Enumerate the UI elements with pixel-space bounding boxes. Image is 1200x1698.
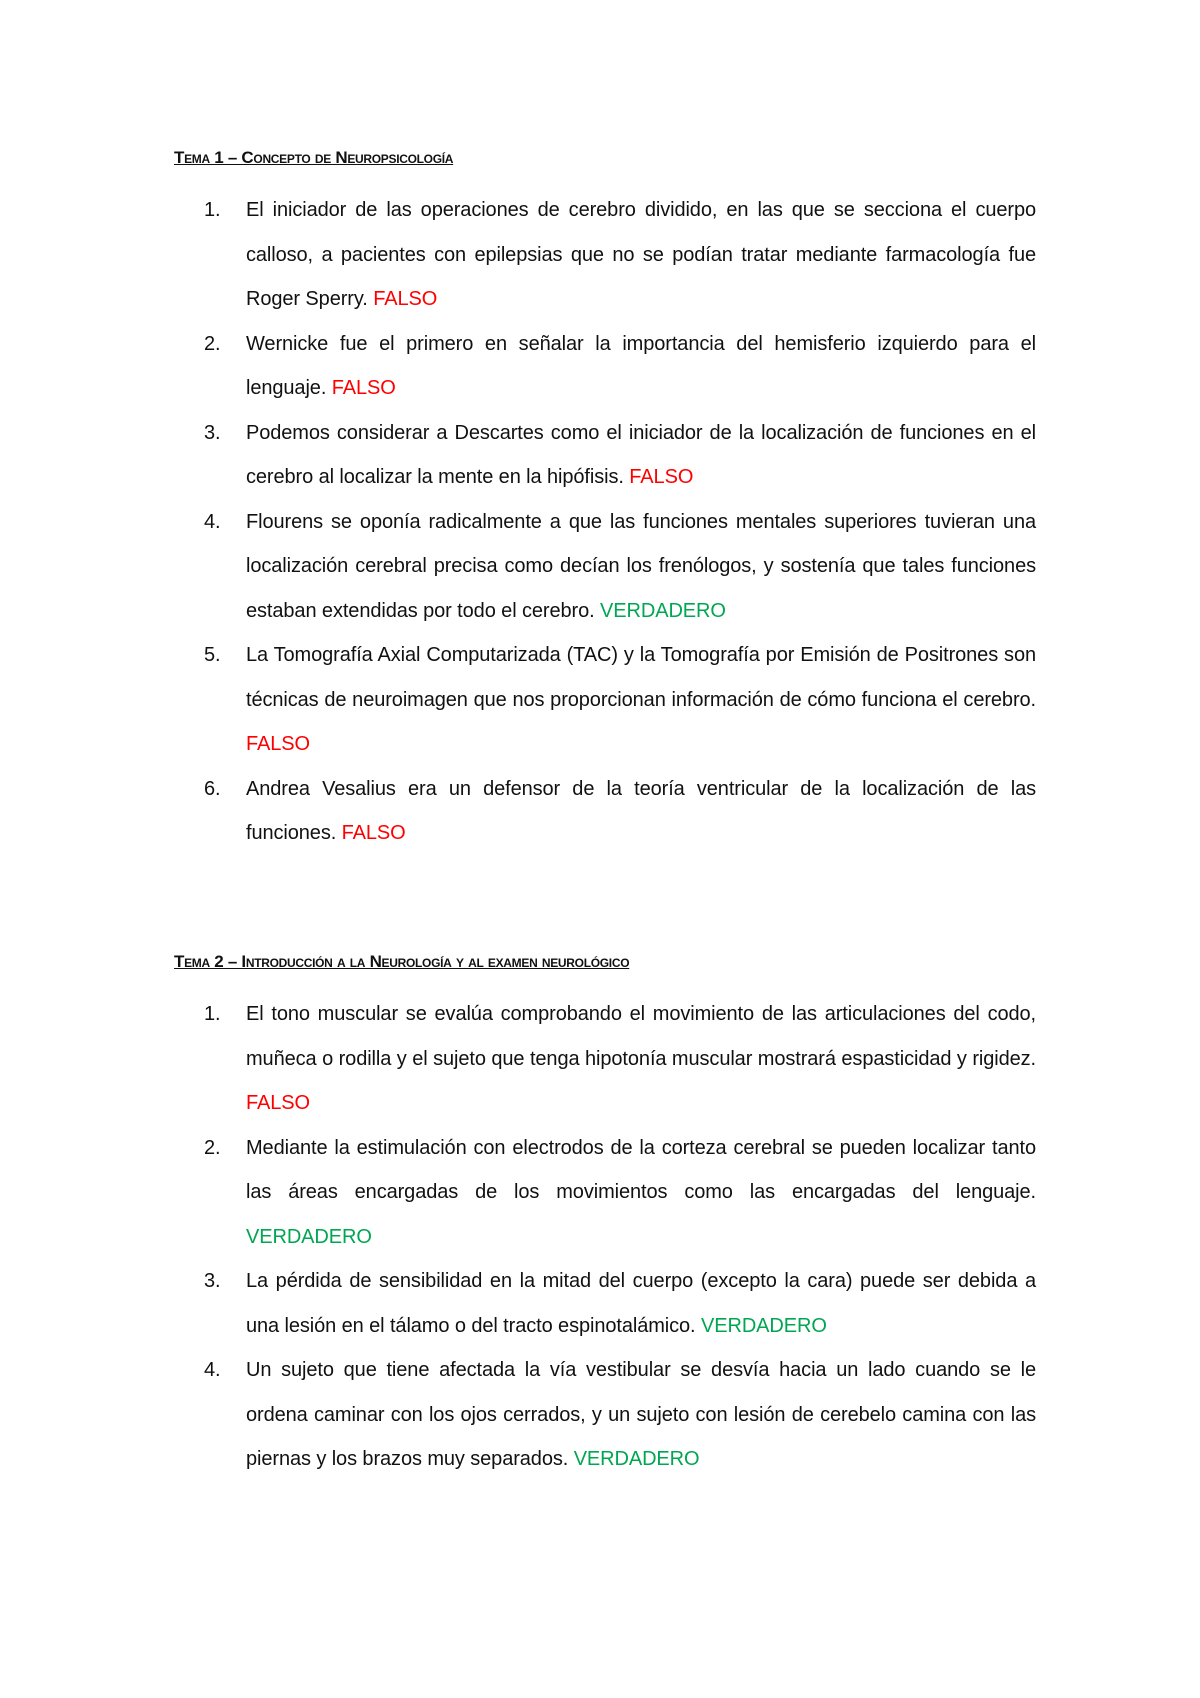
- item-number: 5.: [204, 644, 221, 666]
- item-text: La pérdida de sensibilidad en la mitad del cuerpo (excepto la cara) puede ser debida a una lesión en el tálamo o del tracto espinotalámico.: [246, 1270, 1036, 1337]
- list-item: [174, 1348, 1036, 1482]
- section-heading: Tema 2 – Introducción a la Neurología y al examen neurológico: [174, 952, 630, 971]
- list-item: [174, 992, 1036, 1126]
- answer-true: VERDADERO: [701, 1314, 827, 1337]
- list-item: [174, 633, 1036, 767]
- section-tema-1: [174, 146, 1036, 856]
- item-number: 2.: [204, 1136, 221, 1159]
- answer-false: FALSO: [246, 1092, 310, 1114]
- question-list: [174, 992, 1036, 1482]
- item-number: 1.: [204, 1003, 221, 1025]
- answer-false: FALSO: [629, 466, 694, 488]
- item-number: 4.: [204, 510, 221, 533]
- question-list: [174, 188, 1036, 856]
- item-number: 6.: [204, 777, 221, 800]
- item-text: El tono muscular se evalúa comprobando el movimiento de las articulaciones del codo, muñeca o rodilla y el sujeto que tenga hipotonía muscular mostrará espasticidad y rigidez.: [246, 1003, 1036, 1070]
- item-number: 4.: [204, 1359, 221, 1381]
- item-text: Podemos considerar a Descartes como el iniciador de la localización de funciones en el cerebro al localizar la mente en la hipófisis.: [246, 421, 1036, 488]
- list-item: [174, 767, 1036, 856]
- item-text: Un sujeto que tiene afectada la vía vestibular se desvía hacia un lado cuando se le ordena caminar con los ojos cerrados, y un sujeto con lesión de cerebelo camina con las piernas y los brazos muy separados.: [246, 1359, 1036, 1470]
- item-text: La Tomografía Axial Computarizada (TAC) y la Tomografía por Emisión de Positrones son técnicas de neuroimagen que nos proporcionan información de cómo funciona el cerebro.: [246, 644, 1036, 711]
- list-item: [174, 188, 1036, 322]
- item-number: 1.: [204, 199, 221, 221]
- section-heading: Tema 1 – Concepto de Neuropsicología: [174, 148, 454, 167]
- answer-true: VERDADERO: [600, 599, 726, 622]
- list-item: [174, 1259, 1036, 1348]
- item-number: 3.: [204, 1270, 221, 1292]
- item-text: El iniciador de las operaciones de cerebro dividido, en las que se secciona el cuerpo calloso, a pacientes con epilepsias que no se podían tratar mediante farmacología fue Roger Sperry.: [246, 199, 1036, 310]
- item-text: Andrea Vesalius era un defensor de la teoría ventricular de la localización de las funciones.: [246, 777, 1036, 844]
- item-number: 3.: [204, 421, 221, 444]
- item-number: 2.: [204, 332, 221, 355]
- section-tema-2: [174, 950, 1036, 1482]
- list-item: [174, 1126, 1036, 1260]
- answer-true: VERDADERO: [246, 1225, 372, 1248]
- list-item: [174, 411, 1036, 500]
- answer-false: FALSO: [331, 377, 396, 399]
- list-item: [174, 322, 1036, 411]
- item-text: Wernicke fue el primero en señalar la importancia del hemisferio izquierdo para el lenguaje.: [246, 332, 1036, 399]
- answer-false: FALSO: [246, 733, 310, 755]
- answer-false: FALSO: [341, 822, 406, 844]
- list-item: [174, 500, 1036, 634]
- item-text: Mediante la estimulación con electrodos de la corteza cerebral se pueden localizar tanto las áreas encargadas de los movimientos como las encargadas del lenguaje.: [246, 1136, 1036, 1203]
- item-text: Flourens se oponía radicalmente a que las funciones mentales superiores tuvieran una localización cerebral precisa como decían los frenólogos, y sostenía que tales funciones estaban extendidas por todo el cerebro.: [246, 510, 1036, 622]
- answer-true: VERDADERO: [573, 1448, 700, 1470]
- answer-false: FALSO: [373, 288, 438, 310]
